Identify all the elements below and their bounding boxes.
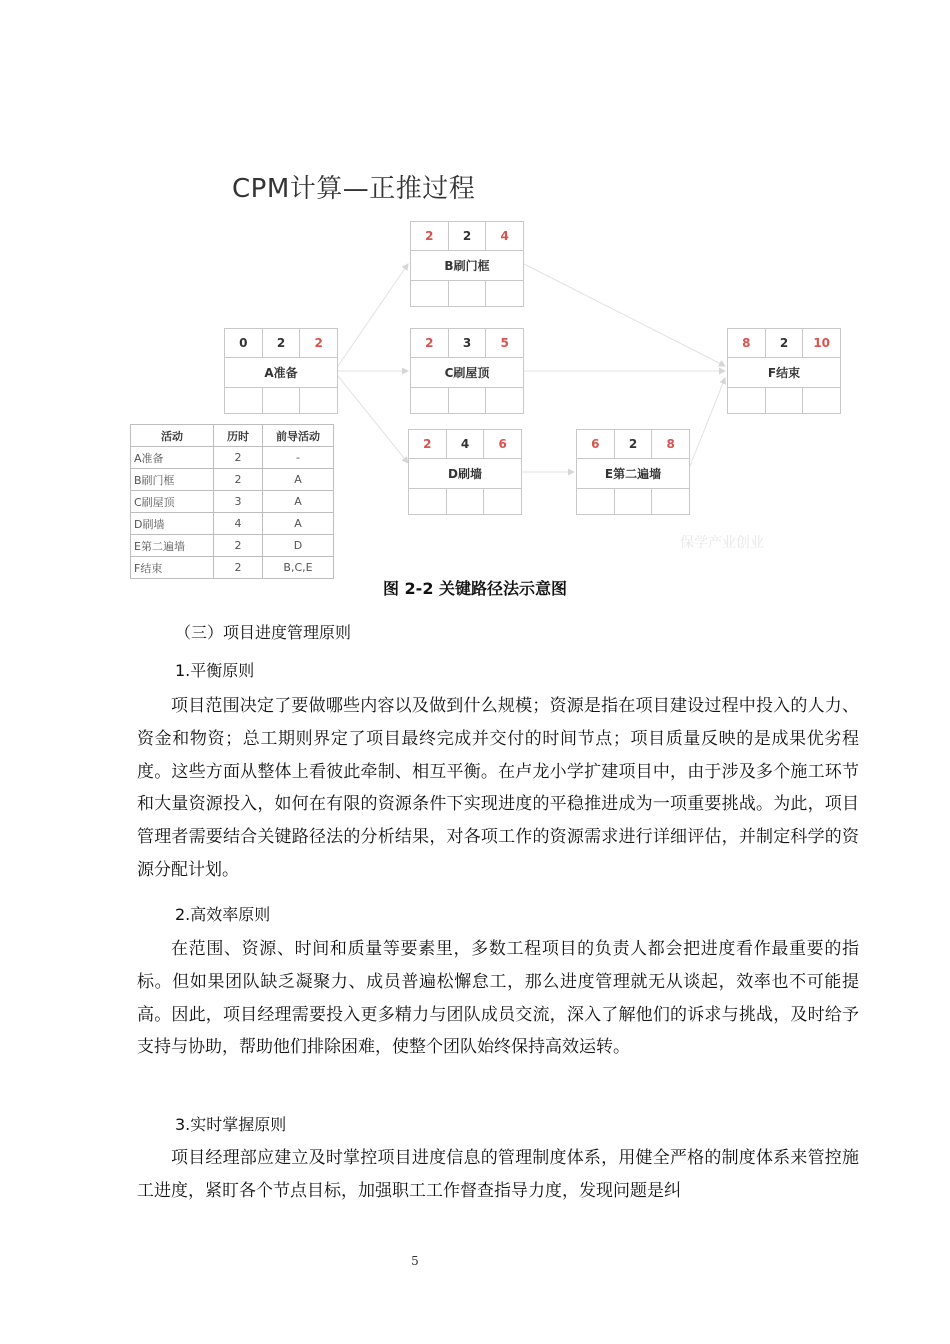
subheading-efficiency: 2.高效率原则 <box>175 905 271 924</box>
table-row <box>131 469 334 491</box>
section-heading: （三）项目进度管理原则 <box>175 623 352 642</box>
subheading-balance: 1.平衡原则 <box>175 661 255 680</box>
node-c-ef: 5 <box>485 329 523 357</box>
node-a-duration: 2 <box>262 329 300 357</box>
cell-duration: 2 <box>214 535 263 557</box>
node-b-ef: 4 <box>485 222 523 250</box>
figure-caption: 图 2-2 关键路径法示意图 <box>382 579 568 598</box>
header-activity: 活动 <box>131 425 214 447</box>
page-number: 5 <box>411 1254 419 1268</box>
node-d-duration: 4 <box>446 430 484 458</box>
cell-predecessor: - <box>263 447 334 469</box>
paragraph-realtime: 项目经理部应建立及时掌控项目进度信息的管理制度体系，用健全严格的制度体系来管控施工进度，紧盯各个节点目标，加强职工工作督查指导力度，发现问题是纠 <box>137 1148 859 1201</box>
node-f <box>727 328 841 414</box>
node-f-duration: 2 <box>765 329 803 357</box>
cell-activity: C刷屋顶 <box>131 491 214 513</box>
node-c-label: C刷屋顶 <box>411 357 523 388</box>
node-e <box>576 429 690 515</box>
table-row <box>131 491 334 513</box>
table-row <box>131 513 334 535</box>
cell-activity: A准备 <box>131 447 214 469</box>
node-f-ef: 10 <box>802 329 840 357</box>
table-row <box>131 447 334 469</box>
node-c-duration: 3 <box>448 329 486 357</box>
arrow-b-f <box>524 264 725 366</box>
cell-predecessor: A <box>263 491 334 513</box>
node-e-es: 6 <box>591 437 600 451</box>
node-d-label: D刷墙 <box>409 458 521 489</box>
cell-duration: 4 <box>214 513 263 535</box>
node-c-es: 2 <box>425 336 434 350</box>
cell-predecessor: A <box>263 469 334 491</box>
cell-predecessor: D <box>263 535 334 557</box>
watermark: 保学产业创业 <box>680 535 764 551</box>
node-d-es: 2 <box>423 437 432 451</box>
node-b-es: 2 <box>425 229 434 243</box>
cell-activity: F结束 <box>131 557 214 579</box>
paragraph-efficiency: 在范围、资源、时间和质量等要素里，多数工程项目的负责人都会把进度看作最重要的指标。但如果团队缺乏凝聚力、成员普遍松懈怠工，那么进度管理就无从谈起，效率也不可能提高。因此，项目经理需要投入更多精力与团队成员交流，深入了解他们的诉求与挑战，及时给予支持与协助，帮助他们排除困难，使整个团队始终保持高效运转。 <box>137 939 859 1058</box>
arrow-a-d <box>338 376 408 463</box>
node-e-label: E第二遍墙 <box>577 458 689 489</box>
figure-title: CPM计算—正推过程 <box>232 174 476 204</box>
cell-activity: B刷门框 <box>131 469 214 491</box>
header-duration: 历时 <box>214 425 263 447</box>
cell-activity: D刷墙 <box>131 513 214 535</box>
node-a <box>224 328 338 414</box>
cell-duration: 2 <box>214 469 263 491</box>
cell-duration: 2 <box>214 557 263 579</box>
node-b-label: B刷门框 <box>411 250 523 281</box>
cell-activity: E第二遍墙 <box>131 535 214 557</box>
cell-predecessor: B,C,E <box>263 557 334 579</box>
node-f-es: 8 <box>742 336 751 350</box>
activity-table <box>130 424 334 579</box>
cell-duration: 2 <box>214 447 263 469</box>
cpm-figure <box>120 160 850 590</box>
arrow-e-f <box>690 378 725 466</box>
node-f-label: F结束 <box>728 357 840 388</box>
node-d-ef: 6 <box>483 430 521 458</box>
paragraph-balance: 项目范围决定了要做哪些内容以及做到什么规模；资源是指在项目建设过程中投入的人力、资金和物资；总工期则界定了项目最终完成并交付的时间节点；项目质量反映的是成果优劣程度。这些方面从整体上看彼此牵制、相互平衡。在卢龙小学扩建项目中，由于涉及多个施工环节和大量资源投入，如何在有限的资源条件下实现进度的平稳推进成为一项重要挑战。为此，项目管理者需要结合关键路径法的分析结果，对各项工作的资源需求进行详细评估，并制定科学的资源分配计划。 <box>137 696 859 880</box>
header-predecessor: 前导活动 <box>263 425 334 447</box>
node-a-es: 0 <box>239 336 248 350</box>
node-d <box>408 429 522 515</box>
node-e-ef: 8 <box>651 430 689 458</box>
node-c <box>410 328 524 414</box>
node-a-ef: 2 <box>299 329 337 357</box>
activity-table-header <box>131 425 334 447</box>
node-e-duration: 2 <box>614 430 652 458</box>
cell-duration: 3 <box>214 491 263 513</box>
node-b <box>410 221 524 307</box>
node-b-duration: 2 <box>448 222 486 250</box>
arrow-a-b <box>338 264 408 366</box>
table-row <box>131 535 334 557</box>
node-a-label: A准备 <box>225 357 337 388</box>
cell-predecessor: A <box>263 513 334 535</box>
subheading-realtime: 3.实时掌握原则 <box>175 1115 287 1134</box>
